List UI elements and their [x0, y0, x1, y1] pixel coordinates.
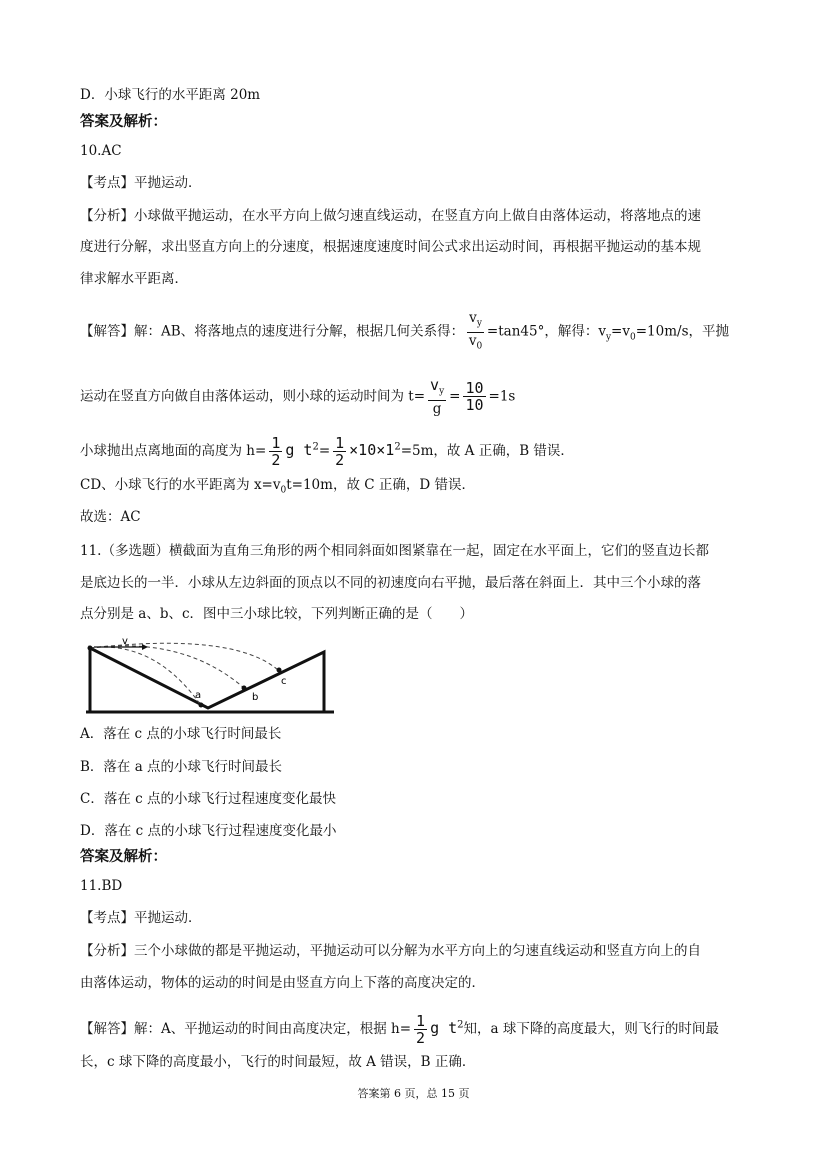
page-footer: 答案第 6 页，总 15 页: [357, 1087, 470, 1100]
half-fraction-3: $\frac{1}{2}$: [416, 1012, 426, 1047]
label-c: c: [281, 676, 287, 687]
analysis-2-line-2: 由落体运动，物体的运动的时间是由竖直方向上下落的高度决定的．: [80, 975, 485, 991]
label-b: b: [252, 692, 259, 703]
label-a: a: [195, 690, 202, 701]
answer-number: 10.AC: [80, 143, 122, 159]
kaodian: 【考点】平抛运动．: [80, 175, 202, 191]
vy-over-g-fraction: $\frac{v_y}{g}$: [430, 376, 445, 417]
kaodian-2: 【考点】平抛运动．: [80, 910, 202, 926]
solution-2-line-2: 长，c 球下降的高度最小，飞行的时间最短，故 A 错误，B 正确．: [80, 1054, 476, 1070]
answer-number-2: 11.BD: [80, 878, 123, 894]
solution-2-line-1: 【解答】解：A、平抛运动的时间由高度决定，根据 h= $\frac{1}{2}$ g $t^2$知，a 球下降的高度最大，则飞行的时间最: [80, 1012, 719, 1047]
analysis-line-1: 【分析】小球做平抛运动，在水平方向上做匀速直线运动，在竖直方向上做自由落体运动，将落地点的速: [80, 208, 701, 224]
answer-heading: 答案及解析：: [80, 114, 167, 130]
option-d-text: D．小球飞行的水平距离 20m: [80, 87, 261, 103]
analysis-2-line-1: 【分析】三个小球做的都是平抛运动，平抛运动可以分解为水平方向上的匀速直线运动和竖直方向上的自: [80, 943, 701, 959]
option-d: D．落在 c 点的小球飞行过程速度变化最小: [80, 823, 337, 839]
half-fraction: $\frac{1}{2}$: [271, 434, 281, 469]
question-11-line-1: 11.（多选题）横截面为直角三角形的两个相同斜面如图紧靠在一起，固定在水平面上，它们的竖直边长都: [80, 543, 709, 559]
solution-line-2: 运动在竖直方向做自由落体运动，则小球的运动时间为 t= $\frac{v_y}{g}$ = $\frac{10}{10}$ =1s: [80, 376, 516, 417]
solution-line-4: CD、小球飞行的水平距离为 $x=v_0t=10m$，故 C 正确，D 错误．: [80, 477, 475, 496]
question-11-line-3: 点分别是 a、b、c．图中三小球比较，下列判断正确的是（ ）: [80, 606, 474, 622]
option-a: A．落在 c 点的小球飞行时间最长: [80, 726, 282, 742]
option-b: B．落在 a 点的小球飞行时间最长: [80, 759, 283, 775]
solution-line-1: 【解答】解：AB、将落地点的速度进行分解，根据几何关系得： $\frac{v_y}{v_0}$ =tan45°，解得：$v_y=v_0=10m/s$，平抛: [80, 310, 729, 354]
solution-line-3: 小球抛出点离地面的高度为 h= $\frac{1}{2}$ g $t^2=$ $\frac{1}{2}$ $\times 10\times 1^2=5m$，故 A 正确，B 错误．: [80, 434, 574, 469]
answer-heading-2: 答案及解析：: [80, 849, 167, 865]
inclined-planes-figure: [84, 636, 336, 718]
analysis-line-2: 度进行分解，求出竖直方向上的分速度，根据速度速度时间公式求出运动时间，再根据平抛运动的基本规: [80, 239, 701, 255]
half-fraction-2: $\frac{1}{2}$: [335, 434, 345, 469]
vy-over-v0-fraction: $\frac{v_y}{v_0}$: [468, 310, 483, 352]
question-11-line-2: 是底边长的一半．小球从左边斜面的顶点以不同的初速度向右平抛，最后落在斜面上．其中三个小球的落: [80, 575, 701, 591]
analysis-line-3: 律求解水平距离．: [80, 271, 188, 287]
ten-over-ten-fraction: $\frac{10}{10}$: [465, 379, 484, 415]
choice-ac: 故选：AC: [80, 509, 141, 525]
label-v: v: [122, 636, 128, 647]
option-c: C．落在 c 点的小球飞行过程速度变化最快: [80, 791, 336, 807]
